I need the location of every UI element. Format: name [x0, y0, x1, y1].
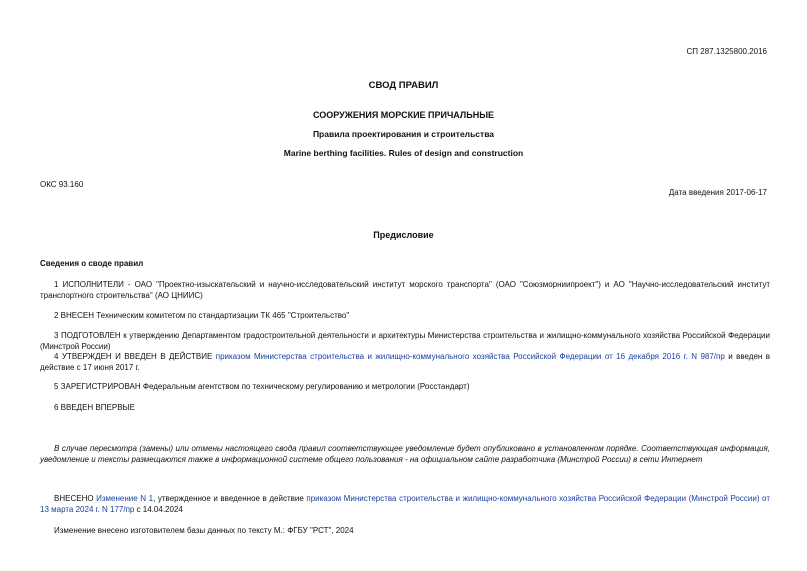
preface-item-4 [40, 351, 770, 373]
item-1-text: 1 ИСПОЛНИТЕЛИ - ОАО "Проектно-изыскательский и научно-исследовательский институт морского транспорта" (ОАО "Союзморниипроект") и АО "Научно-исследовательский институт транспортного строительства" (АО ЦНИИС) [40, 280, 770, 300]
change-suffix: с 14.04.2024 [134, 505, 183, 514]
effective-date: Дата введения 2017-06-17 [668, 188, 767, 197]
item-4-suffix: и введен в действие с 17 июня 2017 г. [40, 352, 771, 372]
info-title: Сведения о своде правил [40, 259, 144, 268]
item-6-text: 6 ВВЕДЕН ВПЕРВЫЕ [54, 403, 135, 412]
change-note [40, 525, 770, 536]
document-code: СП 287.1325800.2016 [686, 47, 767, 56]
change-order-link[interactable]: приказом Министерства строительства и жилищно-коммунального хозяйства Российской Федерации (Минстрой России) от 13 марта 2024 г. N 177/пр [40, 494, 770, 514]
change-link[interactable]: Изменение N 1 [96, 494, 154, 503]
change-prefix: ВНЕСЕНО [54, 494, 97, 503]
preface-item-1 [40, 279, 770, 301]
preface-item-6 [40, 402, 770, 413]
change-paragraph [40, 493, 770, 515]
change-mid: , утвержденное и введенное в действие [153, 494, 307, 503]
document-type-title: СВОД ПРАВИЛ [368, 80, 439, 91]
oks-code: ОКС 93.160 [40, 180, 84, 189]
preface-item-2 [40, 310, 770, 321]
preface-item-5 [40, 381, 770, 392]
preface-heading: Предисловие [373, 230, 434, 240]
notice-paragraph [40, 443, 770, 465]
order-link[interactable]: приказом Министерства строительства и жилищно-коммунального хозяйства Российской Федерации от 16 декабря 2016 г. N 987/пр [215, 352, 725, 361]
item-4-prefix: 4 УТВЕРЖДЕН И ВВЕДЕН В ДЕЙСТВИЕ [54, 352, 216, 361]
document-subtitle: Правила проектирования и строительства [312, 129, 495, 139]
english-title: Marine berthing facilities. Rules of design and construction [283, 148, 524, 158]
item-5-text: 5 ЗАРЕГИСТРИРОВАН Федеральным агентством по техническому регулированию и метрологии (Росстандарт) [54, 382, 470, 391]
document-title: СООРУЖЕНИЯ МОРСКИЕ ПРИЧАЛЬНЫЕ [312, 110, 495, 120]
change-note-text: Изменение внесено изготовителем базы данных по тексту М.: ФГБУ "РСТ", 2024 [54, 526, 354, 535]
notice-text: В случае пересмотра (замены) или отмены настоящего свода правил соответствующее уведомление будет опубликовано в установленном порядке. Соответствующая информация, уведомление и тексты размещаются также в информационной системе общего пользования - на официальном сайте разработчика (Минстрой России) в сети Интернет [40, 444, 770, 464]
preface-item-3 [40, 330, 770, 352]
item-3-text: 3 ПОДГОТОВЛЕН к утверждению Департаментом градостроительной деятельности и архитектуры Министерства строительства и жилищно-коммунального хозяйства Российской Федерации (Минстрой России) [40, 331, 770, 351]
item-2-text: 2 ВНЕСЕН Техническим комитетом по стандартизации ТК 465 "Строительство" [54, 311, 350, 320]
